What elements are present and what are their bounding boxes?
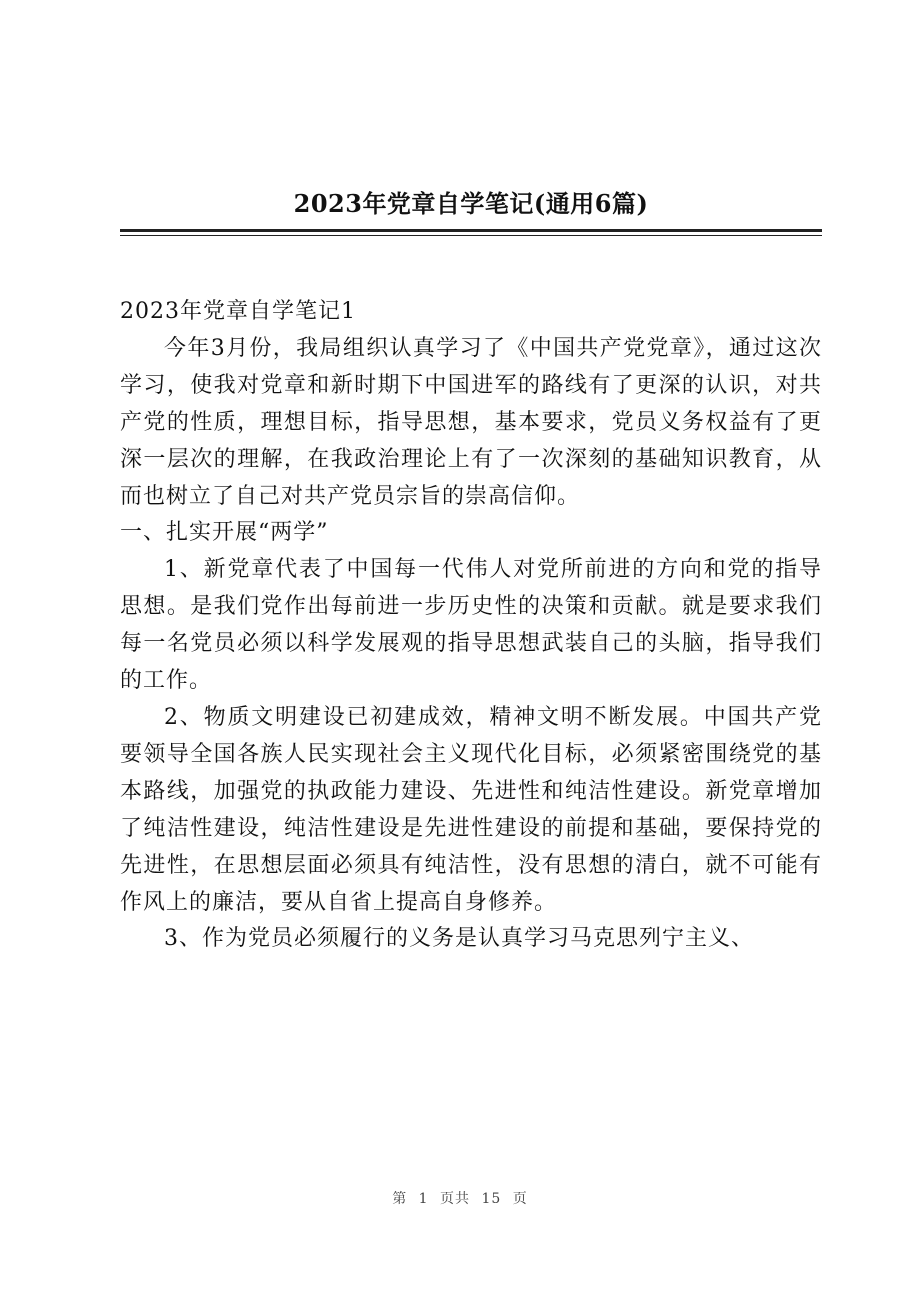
paragraph-intro: 今年3月份，我局组织认真学习了《中国共产党党章》，通过这次学习，使我对党章和新时期下中国进军的路线有了更深的认识，对共产党的性质，理想目标，指导思想，基本要求，党员义务权益有了更深一层次的理解，在我政治理论上有了一次深刻的基础知识教育，从而也树立了自己对共产党员宗旨的崇高信仰。 <box>120 335 822 509</box>
paragraph-item-3: 3、作为党员必须履行的义务是认真学习马克思列宁主义、 <box>164 926 754 952</box>
page-footer: 第 1 页共 15 页 <box>392 1191 528 1207</box>
title-rule-thin <box>120 235 822 236</box>
title-rule-thick <box>120 229 822 232</box>
subheading-two-studies: 一、扎实开展“两学” <box>120 520 329 546</box>
paragraph-item-2: 2、物质文明建设已初建成效，精神文明不断发展。中国共产党要领导全国各族人民实现社会主义现代化目标，必须紧密围绕党的基本路线，加强党的执政能力建设、先进性和纯洁性建设。新党章增加了纯洁性建设，纯洁性建设是先进性建设的前提和基础，要保持党的先进性，在思想层面必须具有纯洁性，没有思想的清白，就不可能有作风上的廉洁，要从自省上提高自身修养。 <box>120 704 822 915</box>
document-title: 2023年党章自学笔记(通用6篇) <box>293 189 649 218</box>
paragraph-item-1: 1、新党章代表了中国每一代伟人对党所前进的方向和党的指导思想。是我们党作出每前进一步历史性的决策和贡献。就是要求我们每一名党员必须以科学发展观的指导思想武装自己的头脑，指导我们的工作。 <box>120 557 822 694</box>
section-heading: 2023年党章自学笔记1 <box>120 299 356 324</box>
document-body <box>120 294 822 958</box>
